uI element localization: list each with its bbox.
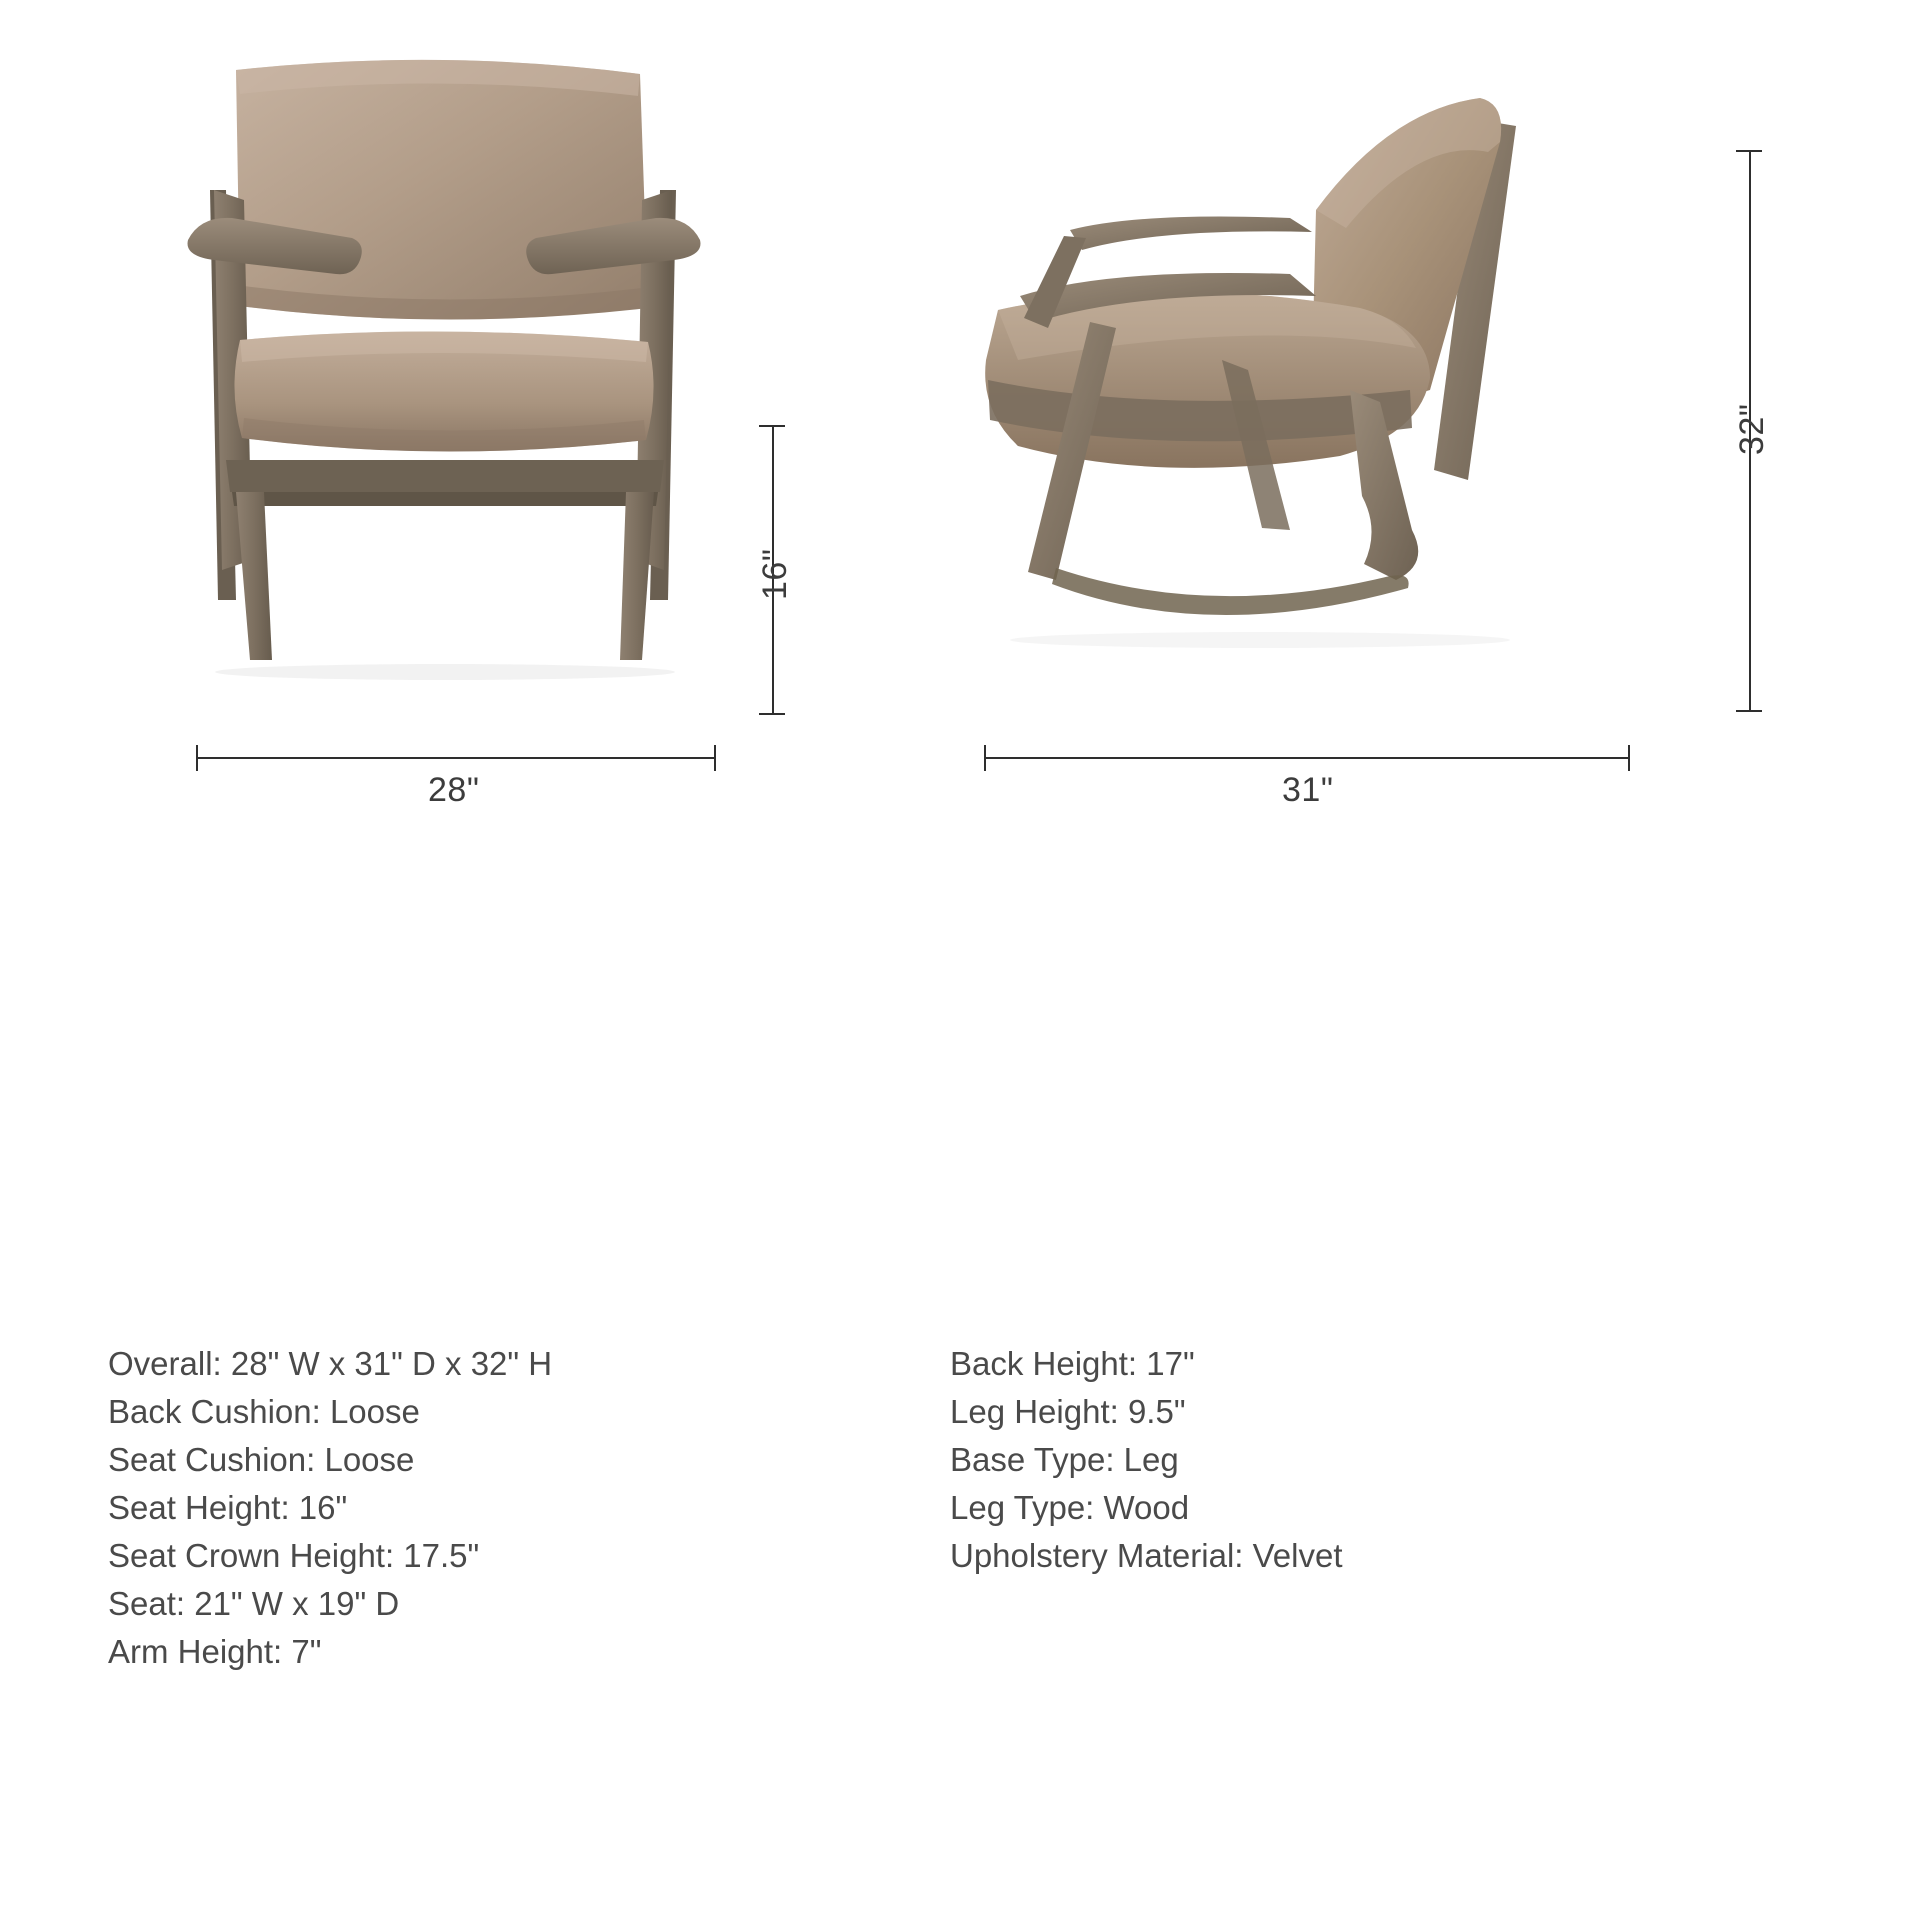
spec-item-seat-crown-height: Seat Crown Height: 17.5" (108, 1537, 480, 1574)
spec-item-seat: Seat: 21" W x 19" D (108, 1585, 400, 1622)
spec-item-seat-height: Seat Height: 16" (108, 1489, 348, 1526)
dimension-label-side-depth: 31" (1282, 771, 1334, 809)
dimension-line-side-depth (984, 757, 1630, 759)
dimension-cap-right (714, 745, 716, 771)
spec-item-overall: Overall: 28" W x 31" D x 32" H (108, 1345, 553, 1382)
dimension-cap-top (759, 425, 785, 427)
dimension-label-front-width: 28" (428, 771, 480, 809)
dimension-label-front-height: 16" (756, 548, 794, 600)
spec-item-base-type: Base Type: Leg (950, 1441, 1179, 1478)
chair-front-view-svg (140, 40, 760, 740)
chair-side-view (960, 60, 1660, 740)
spec-item-upholstery-material: Upholstery Material: Velvet (950, 1537, 1343, 1574)
dimension-line-front-width (196, 757, 716, 759)
spec-item-arm-height: Arm Height: 7" (108, 1633, 322, 1670)
dimension-cap-right (1628, 745, 1630, 771)
spec-item-back-cushion: Back Cushion: Loose (108, 1393, 420, 1430)
chair-front-view (140, 40, 760, 740)
chair-side-view-svg (960, 60, 1660, 740)
dimension-cap-top (1736, 150, 1762, 152)
spec-item-back-height: Back Height: 17" (950, 1345, 1195, 1382)
spec-item-leg-height: Leg Height: 9.5" (950, 1393, 1186, 1430)
dimension-label-side-height: 32" (1733, 403, 1771, 455)
spec-item-seat-cushion: Seat Cushion: Loose (108, 1441, 415, 1478)
dimension-cap-left (984, 745, 986, 771)
dimension-cap-left (196, 745, 198, 771)
dimension-cap-bottom (1736, 710, 1762, 712)
spec-list-right (950, 1340, 1343, 1580)
spec-list-left (108, 1340, 552, 1676)
dimension-cap-bottom (759, 713, 785, 715)
spec-item-leg-type: Leg Type: Wood (950, 1489, 1190, 1526)
